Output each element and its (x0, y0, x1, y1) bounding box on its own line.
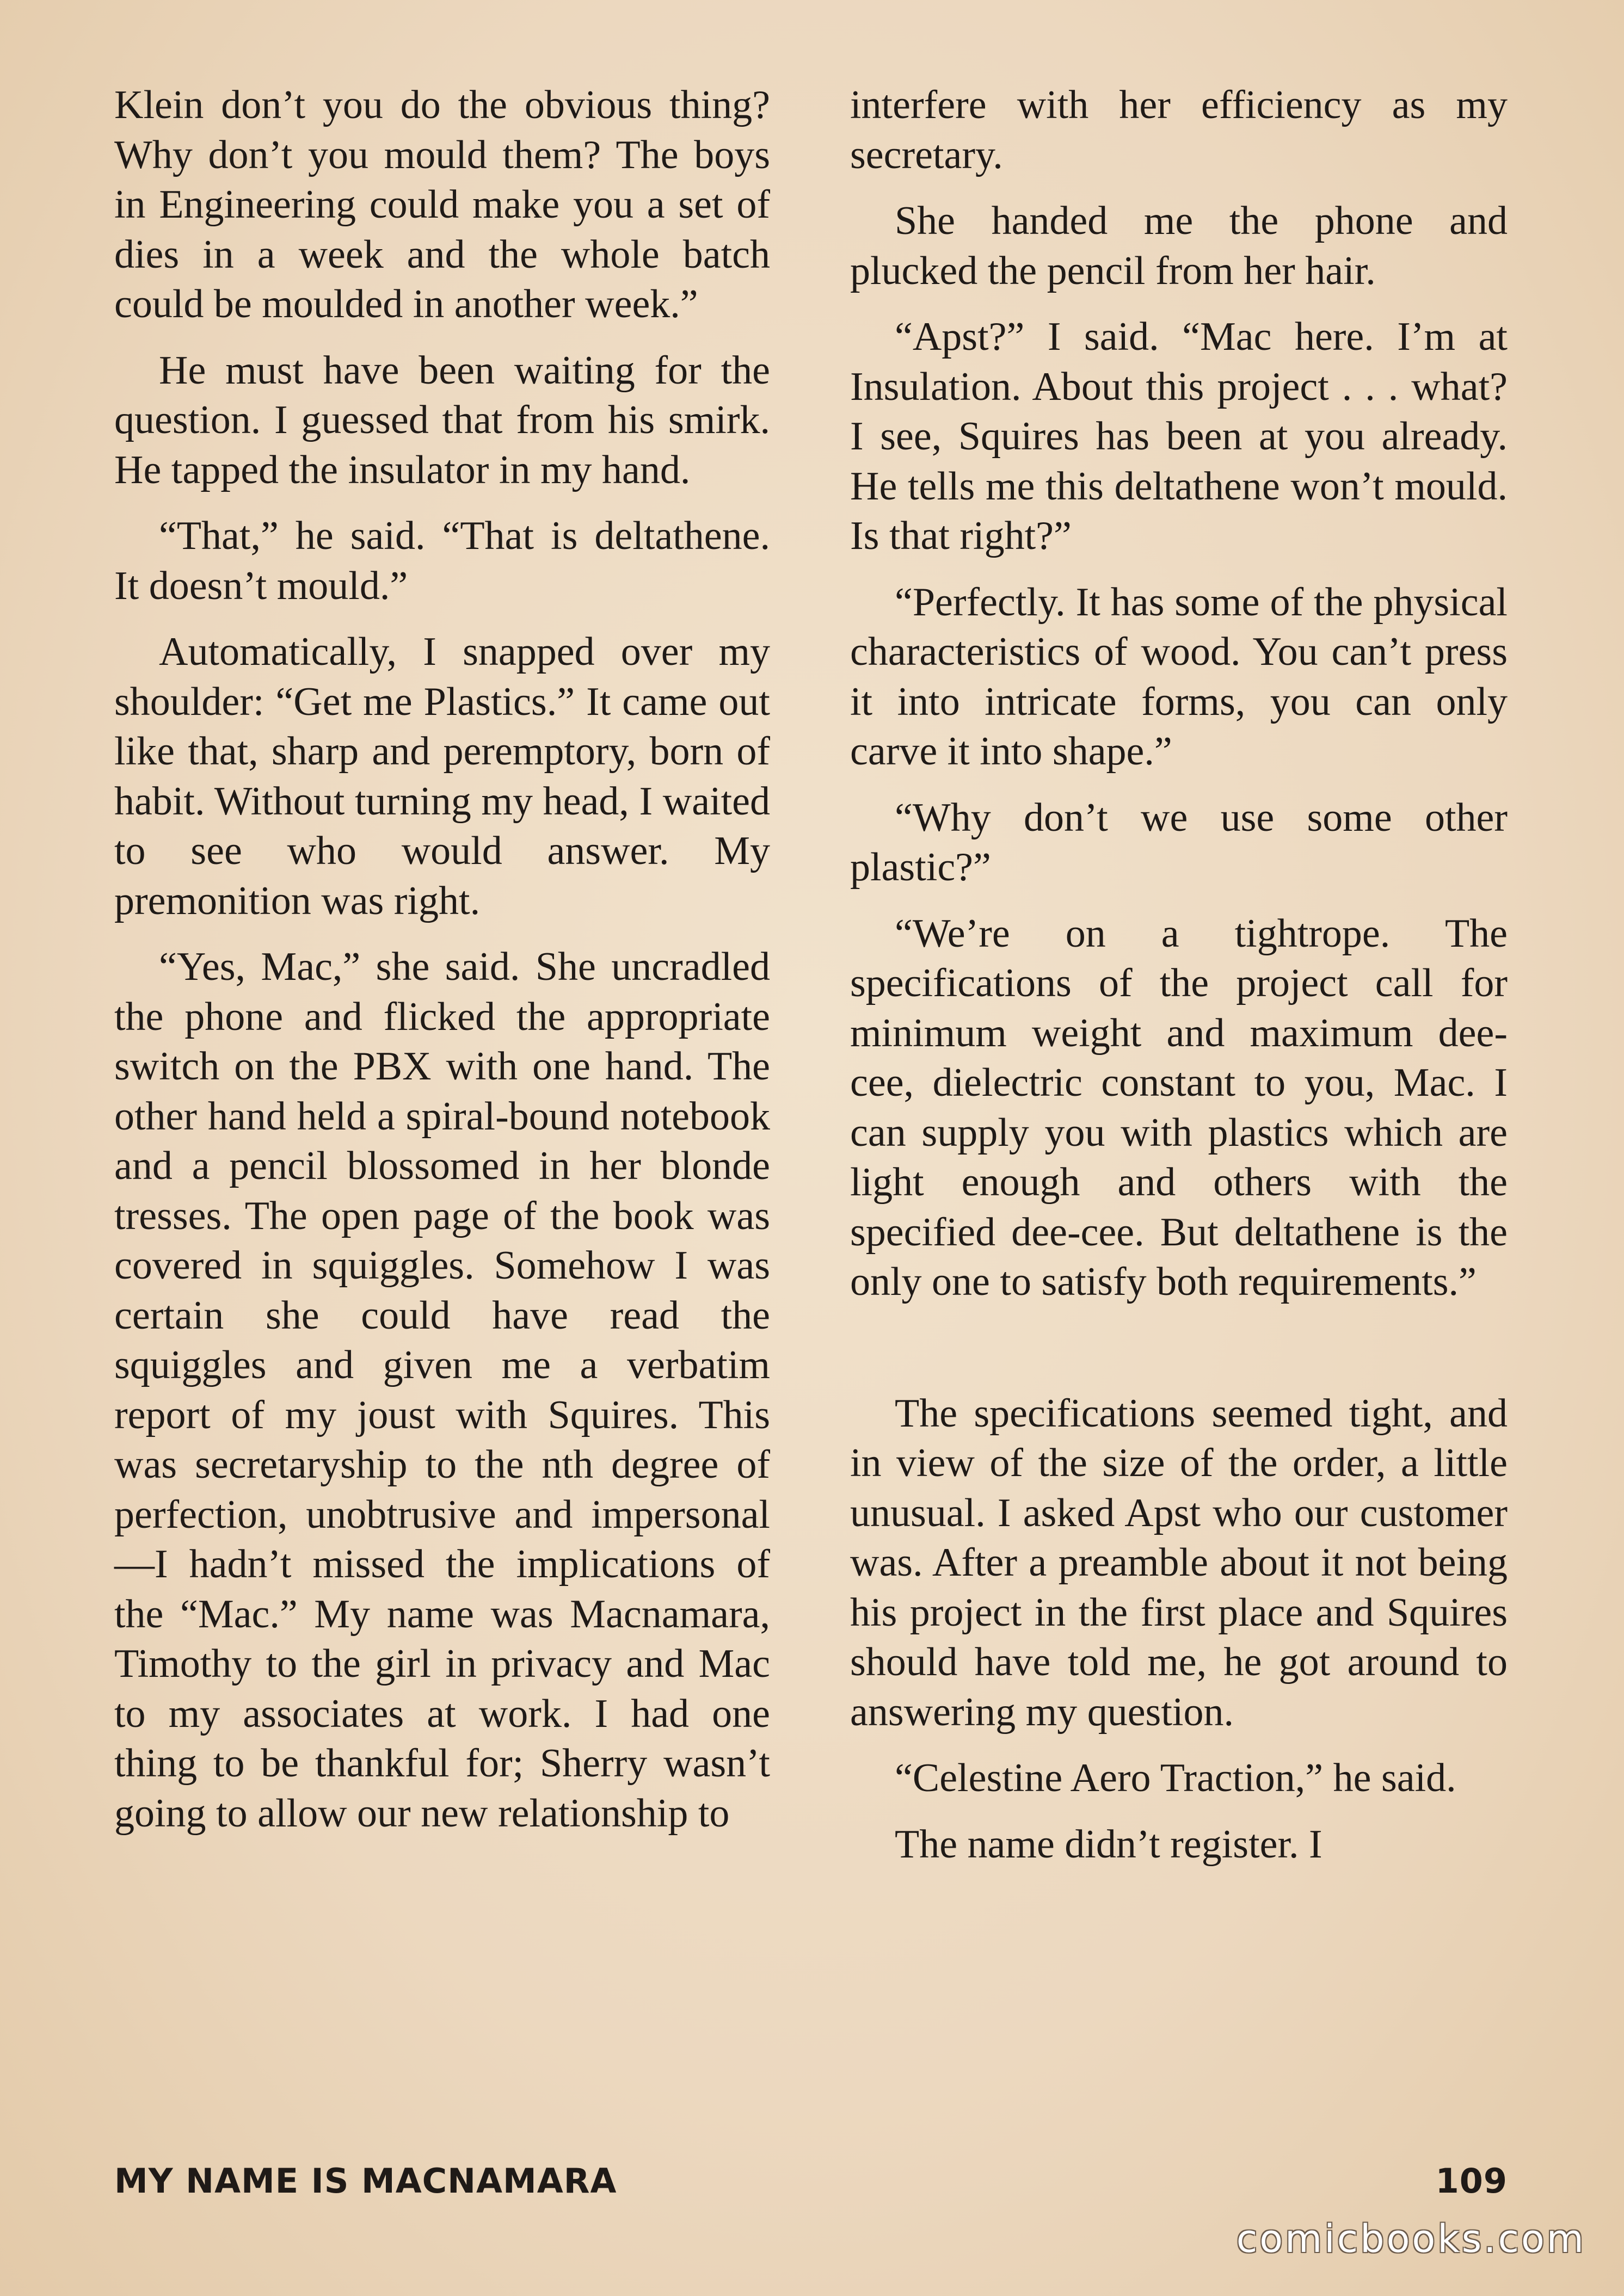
paragraph: The specifications seemed tight, and in view of the size of the order, a little unusual. I asked Apst who our customer was. After a preamble about it not being his project in the first place and Squires should have told me, he got around to answering my question. (850, 1391, 1508, 1735)
paragraph: interfere with her efficiency as my secretary. (850, 83, 1508, 177)
page-footer (114, 2161, 1508, 2205)
paragraph: “Perfectly. It has some of the physical characteristics of wood. You can’t press it into intricate forms, you can only carve it into shape.” (850, 579, 1508, 774)
page-number: 109 (1435, 2161, 1508, 2201)
paragraph: “Apst?” I said. “Mac here. I’m at Insulation. About this project . . . what? I see, Squires has been at you already. He tells me this deltathene won’t mould. Is that right?” (850, 314, 1508, 558)
watermark: comicbooks.com (1236, 2217, 1586, 2261)
paragraph: Automatically, I snapped over my shoulder: “Get me Plastics.” It came out like that, sharp and peremptory, born of habit. Without turning my head, I waited to see who would answer. My premonition was right. (114, 629, 770, 923)
paragraph: He must have been waiting for the question. I guessed that from his smirk. He tapped the insulator in my hand. (114, 348, 770, 492)
paragraph: “We’re on a tightrope. The specifications of the project call for minimum weight and maximum dee-cee, dielectric constant to you, Mac. I can supply you with plastics which are light enough and others with the specified dee-cee. But deltathene is the only one to satisfy both requirements.” (850, 911, 1508, 1304)
paragraph: She handed me the phone and plucked the pencil from her hair. (850, 199, 1508, 293)
paragraph: “Yes, Mac,” she said. She uncradled the phone and flicked the appropriate switch on the PBX with one hand. The other hand held a spiral-bound notebook and a pencil blossomed in her blonde tresses. The open page of the book was covered in squiggles. Somehow I was certain she could have read the squiggles and given me a verbatim report of my joust with Squires. This was secretaryship to the nth degree of perfection, unobtrusive and impersonal—I hadn’t missed the implications of the “Mac.” My name was Macnamara, Timothy to the girl in privacy and Mac to my associates at work. I had one thing to be thankful for; Sherry wasn’t going to allow our new relationship to (114, 945, 770, 1836)
left-column (114, 81, 770, 1855)
paragraph: “Why don’t we use some other plastic?” (850, 795, 1508, 890)
paragraph: “That,” he said. “That is deltathene. It doesn’t mould.” (114, 514, 770, 608)
paragraph: “Celestine Aero Traction,” he said. (895, 1756, 1456, 1800)
running-title: MY NAME IS MACNAMARA (114, 2161, 617, 2201)
paragraph: The name didn’t register. I (895, 1822, 1322, 1867)
right-column (850, 81, 1508, 1886)
paragraph: Klein don’t you do the obvious thing? Why don’t you mould them? The boys in Engineering could make you a set of dies in a week and the whole batch could be moulded in another week.” (114, 83, 770, 326)
